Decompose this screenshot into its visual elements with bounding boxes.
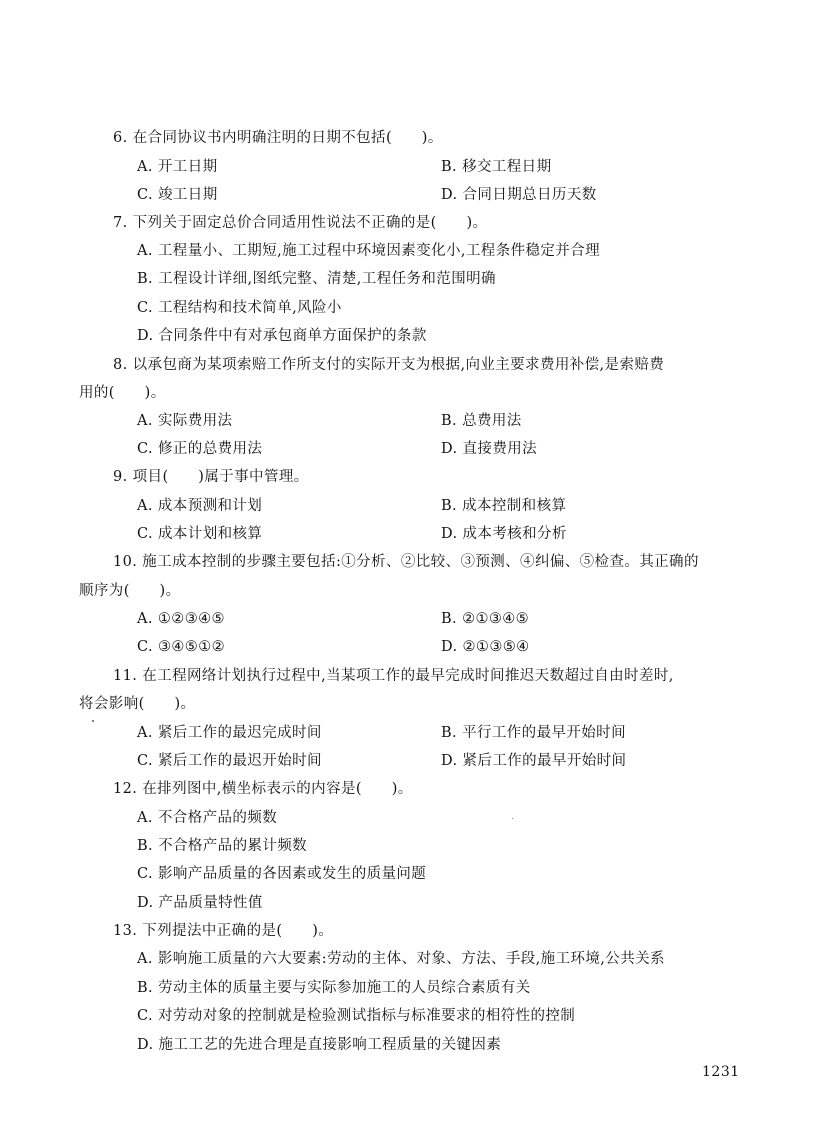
question-12-stem: 12. 在排列图中,横坐标表示的内容是( )。 [113, 781, 413, 797]
question-7-option-c: C. 工程结构和技术简单,风险小 [137, 300, 342, 316]
question-13-option-b: B. 劳动主体的质量主要与实际参加施工的人员综合素质有关 [137, 980, 531, 996]
question-13-stem: 13. 下列提法中正确的是( )。 [113, 923, 334, 939]
scan-speck [92, 720, 94, 722]
question-13-option-d: D. 施工工艺的先进合理是直接影响工程质量的关键因素 [137, 1037, 502, 1053]
question-10-option-c: C. ③④⑤①② [137, 639, 225, 655]
question-12-option-a: A. 不合格产品的频数 [137, 810, 278, 826]
question-10-option-a: A. ①②③④⑤ [137, 611, 225, 627]
question-11-option-d: D. 紧后工作的最早开始时间 [441, 753, 627, 769]
question-9-option-d: D. 成本考核和分析 [441, 526, 567, 542]
question-9-option-a: A. 成本预测和计划 [137, 498, 263, 514]
question-8-option-b: B. 总费用法 [441, 413, 522, 429]
question-8-option-a: A. 实际费用法 [137, 413, 233, 429]
question-8-option-c: C. 修正的总费用法 [137, 441, 263, 457]
question-8-stem-continued: 用的( )。 [79, 385, 166, 401]
question-7-option-d: D. 合同条件中有对承包商单方面保护的条款 [137, 328, 427, 344]
question-7-option-b: B. 工程设计详细,图纸完整、清楚,工程任务和范围明确 [137, 271, 496, 287]
question-11-option-c: C. 紧后工作的最迟开始时间 [137, 753, 322, 769]
question-13-option-a: A. 影响施工质量的六大要素:劳动的主体、对象、方法、手段,施工环境,公共关系 [137, 951, 665, 967]
question-10-stem-continued: 顺序为( )。 [79, 583, 181, 599]
question-9-option-b: B. 成本控制和核算 [441, 498, 567, 514]
question-6-option-d: D. 合同日期总日历天数 [441, 187, 597, 203]
question-6-option-b: B. 移交工程日期 [441, 159, 552, 175]
question-13-option-c: C. 对劳动对象的控制就是检验测试指标与标准要求的相符性的控制 [137, 1008, 576, 1024]
question-9-option-c: C. 成本计划和核算 [137, 526, 263, 542]
question-10-stem: 10. 施工成本控制的步骤主要包括:①分析、②比较、③预测、④纠偏、⑤检查。其正确的 [113, 554, 699, 570]
question-12-option-c: C. 影响产品质量的各因素或发生的质量问题 [137, 866, 427, 882]
question-12-option-b: B. 不合格产品的累计频数 [137, 838, 308, 854]
question-11-option-b: B. 平行工作的最早开始时间 [441, 725, 626, 741]
question-10-option-d: D. ②①③⑤④ [441, 639, 530, 655]
question-10-option-b: B. ②①③④⑤ [441, 611, 530, 627]
question-12-option-d: D. 产品质量特性值 [137, 895, 263, 911]
question-6-stem: 6. 在合同协议书内明确注明的日期不包括( )。 [113, 130, 443, 146]
scan-speck [512, 818, 513, 819]
question-7-stem: 7. 下列关于固定总价合同适用性说法不正确的是( )。 [113, 215, 488, 231]
page-number: 1231 [702, 1064, 740, 1080]
question-8-option-d: D. 直接费用法 [441, 441, 538, 457]
question-7-option-a: A. 工程量小、工期短,施工过程中环境因素变化小,工程条件稳定并合理 [137, 243, 601, 259]
question-6-option-a: A. 开工日期 [137, 159, 218, 175]
question-9-stem: 9. 项目( )属于事中管理。 [113, 469, 309, 485]
question-11-option-a: A. 紧后工作的最迟完成时间 [137, 725, 322, 741]
question-11-stem: 11. 在工程网络计划执行过程中,当某项工作的最早完成时间推迟天数超过自由时差时, [113, 668, 674, 684]
question-8-stem: 8. 以承包商为某项索赔工作所支付的实际开支为根据,向业主要求费用补偿,是索赔费 [113, 357, 665, 373]
question-11-stem-continued: 将会影响( )。 [79, 696, 196, 712]
question-6-option-c: C. 竣工日期 [137, 187, 218, 203]
